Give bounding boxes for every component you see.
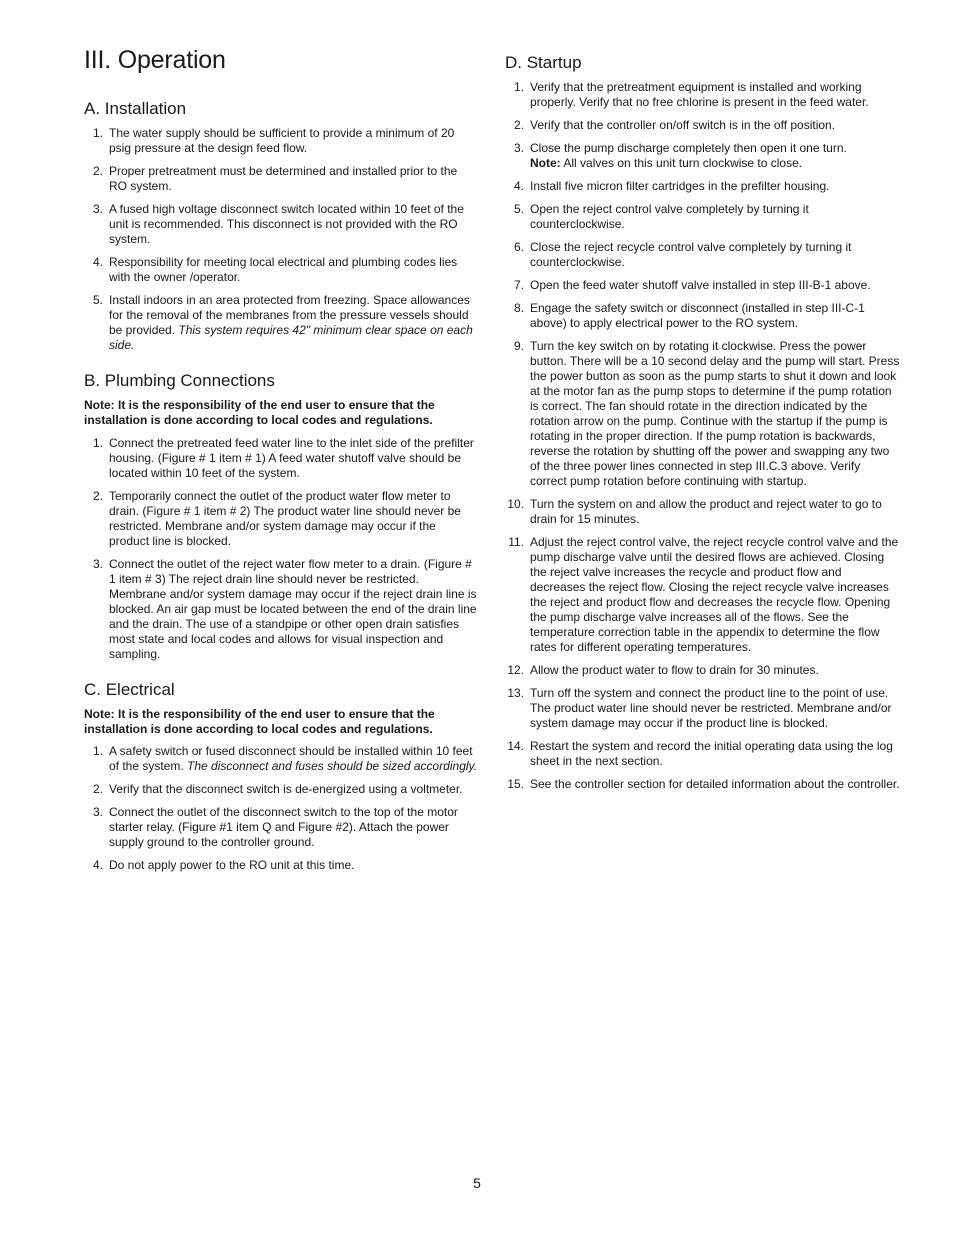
list-item: 12. Allow the product water to flow to drain for 30 minutes. (507, 663, 819, 677)
list-item: 2. Temporarily connect the outlet of the product water flow meter to drain. (Figure # 1 item # 2) The product water line should never be restricted. Membrane and/or system damage may occur if the product line is blocked. (92, 489, 461, 548)
list-item: 11. Adjust the reject control valve, the reject recycle control valve and the pump discharge valve until the desired flows are achieved. Closing the reject valve increases the recycle and product flow and decreases the reject flow. Closing the reject recycle valve increases the reject and product flow and decreases the recycle flow. Opening the pump discharge valve increases all of the flows. See the temperature correction table in the appendix to determine the flow rates for different operating temperatures. (508, 535, 899, 654)
plumbing-note: Note: It is the responsibility of the end user to ensure that the installation is done according to local codes and regulations. (84, 398, 435, 427)
list-item: 1. Connect the pretreated feed water line to the inlet side of the prefilter housing. (Figure # 1 item # 1) A feed water shutoff valve should be located within 10 feet of the system. (92, 436, 474, 480)
startup-heading: D. Startup (505, 53, 582, 72)
list-item: 10. Turn the system on and allow the product and reject water to go to drain for 15 minutes. (507, 497, 882, 526)
list-item: 3. Connect the outlet of the disconnect switch to the top of the motor starter relay. (Figure #1 item Q and Figure #2). Attach the power supply ground to the controller ground. (92, 805, 458, 849)
installation-list (92, 126, 477, 361)
installation-heading: A. Installation (84, 99, 187, 118)
list-item: 7. Open the feed water shutoff valve installed in step III-B-1 above. (513, 278, 871, 292)
list-item: 2. Verify that the controller on/off switch is in the off position. (513, 118, 836, 132)
list-item: 3. Connect the outlet of the reject water flow meter to a drain. (Figure # 1 item # 3) The reject drain line should never be restricted. Membrane and/or system damage may occur if the reject drain line is blocked. An air gap must be located between the end of the drain line and the drain. The use of a standpipe or other open drain satisfies most state and local codes and allows for visual inspection and sampling. (92, 557, 477, 661)
page-title: III. Operation (84, 46, 226, 74)
list-item: 15. See the controller section for detailed information about the controller. (507, 777, 900, 791)
page-number: 5 (473, 1175, 481, 1191)
list-item: 8. Engage the safety switch or disconnect (installed in step III-C-1 above) to apply electrical power to the RO system. (513, 301, 865, 330)
electrical-list (92, 744, 479, 881)
list-item: 4. Do not apply power to the RO unit at this time. (92, 858, 355, 872)
list-item: 2. Verify that the disconnect switch is de-energized using a voltmeter. (92, 782, 463, 796)
plumbing-list (92, 436, 477, 670)
list-item: 1. A safety switch or fused disconnect should be installed within 10 feet of the system. The disconnect and fuses should be sized accordingly. (92, 744, 477, 773)
list-item: 4. Install five micron filter cartridges in the prefilter housing. (513, 179, 830, 193)
list-item: 6. Close the reject recycle control valve completely by turning it counterclockwise. (513, 240, 852, 269)
plumbing-heading: B. Plumbing Connections (84, 371, 275, 390)
list-item: 1. The water supply should be sufficient to provide a minimum of 20 psig pressure at the design feed flow. (92, 126, 455, 155)
electrical-heading: C. Electrical (84, 680, 175, 699)
list-item: 9. Turn the key switch on by rotating it clockwise. Press the power button. There will be a 10 second delay and the pump will start. Press the power button as soon as the pump starts to shut it down and look at the motor fan as the pump stops to determine if the pump rotation is correct. The fan should rotate in the direction indicated by the rotation arrow on the pump. Continue with the startup if the pump is rotating in the proper direction. If the pump rotation is backwards, reverse the rotation by shutting off the power and swapping any two of the three power lines connected in step III.C.3 above. Verify correct pump rotation before continuing with startup. (513, 339, 900, 488)
list-item: 3. A fused high voltage disconnect switch located within 10 feet of the unit is recommended. This disconnect is not provided with the RO system. (92, 202, 464, 246)
startup-list (507, 80, 900, 800)
list-item: 1. Verify that the pretreatment equipment is installed and working properly. Verify that no free chlorine is present in the feed water. (513, 80, 869, 109)
list-item: 2. Proper pretreatment must be determined and installed prior to the RO system. (92, 164, 458, 193)
list-item: 4. Responsibility for meeting local electrical and plumbing codes lies with the owner /operator. (92, 255, 458, 284)
electrical-note: Note: It is the responsibility of the end user to ensure that the installation is done according to local codes and regulations. (84, 707, 435, 736)
list-item: 3. Close the pump discharge completely then open it one turn. Note: All valves on this unit turn clockwise to close. (513, 141, 847, 170)
list-item: 14. Restart the system and record the initial operating data using the log sheet in the next section. (507, 739, 893, 768)
list-item: 5. Open the reject control valve completely by turning it counterclockwise. (513, 202, 809, 231)
list-item: 13. Turn off the system and connect the product line to the point of use. The product water line should never be restricted. Membrane and/or system damage may occur if the product line is blocked. (507, 686, 892, 730)
list-item: 5. Install indoors in an area protected from freezing. Space allowances for the removal of the membranes from the pressure vessels should be provided. This system requires 42" minimum clear space on each side. (92, 293, 473, 352)
